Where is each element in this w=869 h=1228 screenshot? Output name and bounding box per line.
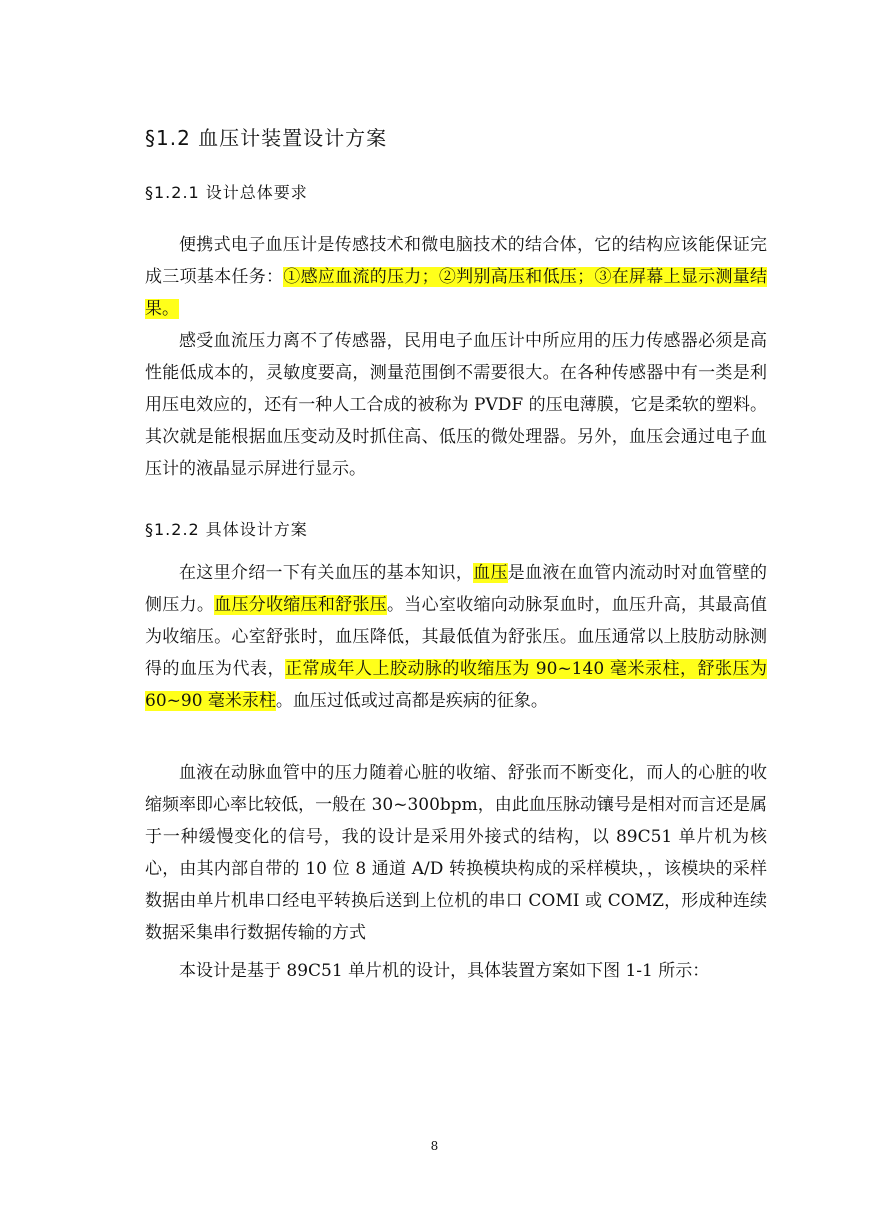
text-run: 。当心室收缩向动脉泵血时，血压升高，其最高值为收缩压。心室舒张时，血压降低，其最低值为舒张压。血压通常以上肢肪动脉测得的血压为代表， (145, 595, 768, 679)
highlighted-text: ①感应血流的压力；②判别高压和低压；③在屏幕上显示测量结果。 (145, 267, 768, 319)
section-title: §1.2 血压计装置设计方案 (145, 126, 388, 150)
paragraph-sensor: 感受血流压力离不了传感器，民用电子血压计中所应用的压力传感器必须是高性能低成本的，灵敏度要高，测量范围倒不需要很大。在各种传感器中有一类是利用压电效应的，还有一种人工合成的被称为 PVDF 的压电薄膜，它是柔软的塑料。其次就是能根据血压变动及时抓住高、低压的微处理器。另外，血压会通过电子血压计的液晶显示屏进行显示。 (145, 331, 767, 479)
text-run: 在这里介绍一下有关血压的基本知识， (179, 563, 474, 583)
highlighted-text: 血压 (473, 563, 508, 583)
highlighted-text: 血压分收缩压和舒张压 (214, 595, 388, 615)
subsection-title-1: §1.2.1 设计总体要求 (145, 183, 308, 202)
highlighted-text: 正常成年人上胶动脉的收缩压为 90~140 毫米汞柱，舒张压为 60~90 毫米汞柱 (145, 659, 767, 711)
text-run: 是血液在血管内流动时对血管壁的侧压力。 (145, 563, 768, 615)
text-run: 。血压过低或过高都是疾病的征象。 (275, 691, 548, 711)
paragraph-device-scheme: 本设计是基于 89C51 单片机的设计，具体装置方案如下图 1-1 所示： (179, 961, 710, 981)
subsection-title-2: §1.2.2 具体设计方案 (145, 520, 308, 539)
paragraph-blood-pressure-basics (145, 557, 767, 717)
paragraph-basic-tasks (145, 229, 767, 325)
paragraph-design-structure: 血液在动脉血管中的压力随着心脏的收缩、舒张而不断变化，而人的心脏的收缩频率即心率比较低，一般在 30~300bpm，由此血压脉动镶号是相对而言还是属于一种缓慢变化的信号，我的设计是采用外接式的结构，以 89C51 单片机为核心，由其内部自带的 10 位 8 通道 A/D 转换模块构成的采样模块，，该模块的采样数据由单片机串口经电平转换后送到上位机的串口 COMI 或 COMZ，形成种连续数据采集串行数据传输的方式 (145, 763, 767, 943)
page-number: 8 (430, 1139, 439, 1153)
text-run: 便携式电子血压计是传感技术和微电脑技术的结合体，它的结构应该能保证完成三项基本任务： (145, 235, 767, 287)
